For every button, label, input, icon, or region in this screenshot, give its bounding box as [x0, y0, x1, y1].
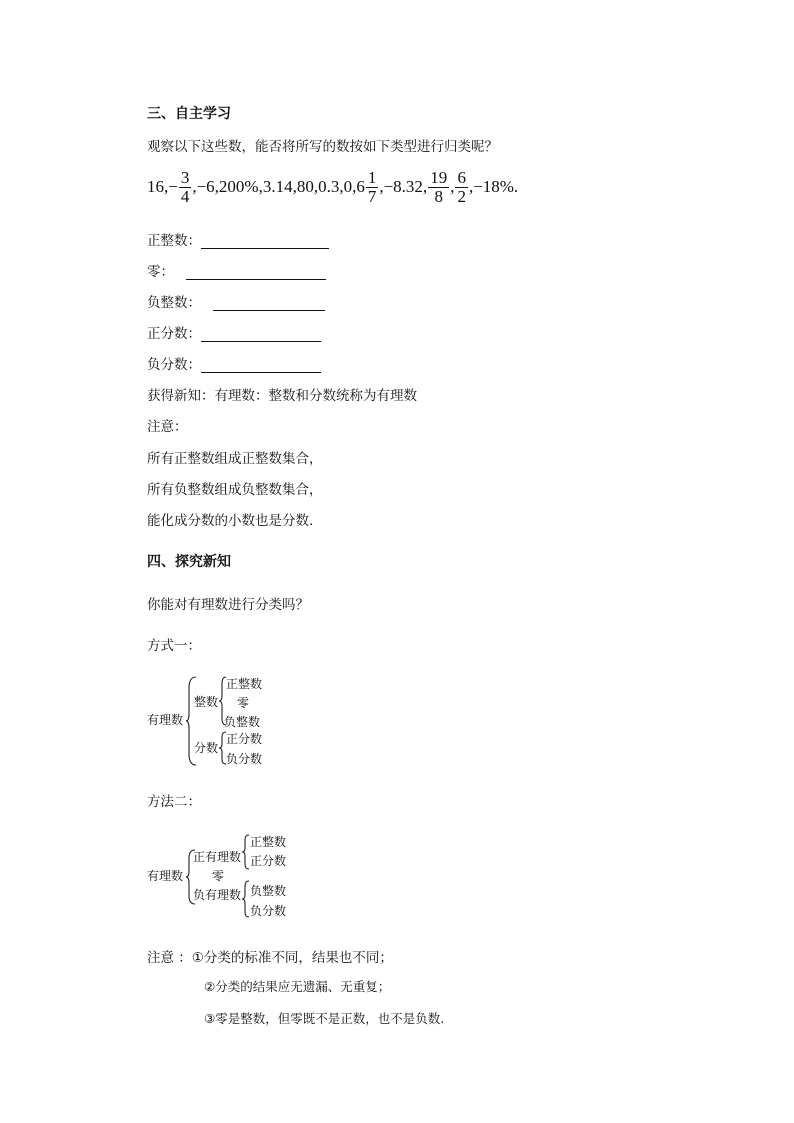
category-label: 负整数：: [147, 295, 201, 311]
tree-leaf-label: 负分数: [226, 752, 263, 766]
tree-node-label: 零: [212, 869, 225, 883]
method-1-title: 方式一：: [147, 638, 201, 654]
fraction: $\frac{3}{4}$: [180, 167, 190, 206]
note-item: ②分类的结果应无遗漏、无重复；: [204, 979, 391, 994]
section-3-question: 观察以下这些数，能否将所写的数按如下类型进行归类呢？: [147, 139, 498, 155]
category-label: 正整数：: [147, 233, 201, 249]
tree-root-label: 有理数: [147, 713, 184, 727]
note-line: 能化成分数的小数也是分数.: [147, 513, 314, 529]
tree-node-label: 负有理数: [193, 888, 242, 902]
number-text: ,−8.32,: [379, 177, 428, 196]
tree-leaf-label: 负整数: [224, 715, 261, 729]
tree-node-label: 正有理数: [193, 850, 242, 864]
note-line: 所有正整数组成正整数集合，: [147, 451, 323, 467]
tree-leaf-label: 正整数: [250, 835, 287, 849]
new-knowledge: 获得新知：有理数：整数和分数统称为有理数: [147, 388, 417, 404]
fraction: $\frac{1}{7}$: [367, 167, 377, 206]
method-2-title: 方法二：: [147, 794, 201, 810]
tree-leaf-label: 正整数: [226, 677, 263, 691]
note-title: 注意：: [147, 419, 188, 435]
answer-blank[interactable]: [186, 265, 326, 280]
category-pos-frac: [147, 322, 321, 342]
note-item: ①分类的标准不同，结果也不同；: [191, 950, 393, 966]
section-4-heading: 四、探究新知: [147, 554, 231, 570]
category-zero: [147, 260, 326, 280]
answer-blank[interactable]: [201, 234, 329, 249]
notes-title: 注意 ：: [147, 950, 192, 966]
category-label: 正分数：: [147, 326, 201, 342]
positive-brace-icon: [242, 834, 250, 870]
category-pos-int: [147, 229, 329, 249]
tree-leaf-label: 正分数: [250, 854, 287, 868]
notes-line-1: [147, 946, 393, 966]
category-neg-frac: [147, 353, 321, 373]
tree-root-label: 有理数: [147, 869, 184, 883]
category-label: 零：: [147, 264, 174, 280]
tree-node-label: 整数: [194, 695, 219, 709]
number-text: ,: [450, 177, 455, 196]
tree-leaf-label: 正分数: [226, 732, 263, 746]
tree-leaf-label: 零: [237, 696, 250, 710]
number-list: 16, − $\frac{3}{4}$ ,−6,200%,3.14,80,0.3,0,6 $\frac{1}{7}$ ,−8.32, $\frac{19}{8}$ , $\frac{6}{2}$ ,−18%.: [147, 167, 519, 206]
fraction: $\frac{19}{8}$: [430, 167, 448, 206]
answer-blank[interactable]: [201, 358, 321, 373]
category-neg-int: [147, 291, 325, 311]
tree-node-label: 分数: [194, 741, 219, 755]
answer-blank[interactable]: [213, 296, 325, 311]
fraction: $\frac{6}{2}$: [457, 167, 466, 206]
number-text: ,−18%.: [468, 177, 519, 196]
section-3-heading: 三、自主学习: [147, 106, 231, 122]
category-label: 负分数：: [147, 357, 201, 373]
tree-leaf-label: 负分数: [250, 904, 287, 918]
answer-blank[interactable]: [201, 327, 321, 342]
tree-leaf-label: 负整数: [250, 884, 287, 898]
number-text: 16,: [147, 177, 169, 196]
negative-brace-icon: [242, 880, 250, 918]
note-line: 所有负整数组成负整数集合，: [147, 482, 323, 498]
number-text: ,−6,200%,3.14,80,0.3,0,6: [192, 177, 365, 196]
note-item: ③零是整数，但零既不是正数，也不是负数.: [204, 1011, 445, 1026]
section-4-question: 你能对有理数进行分类吗？: [147, 597, 309, 613]
